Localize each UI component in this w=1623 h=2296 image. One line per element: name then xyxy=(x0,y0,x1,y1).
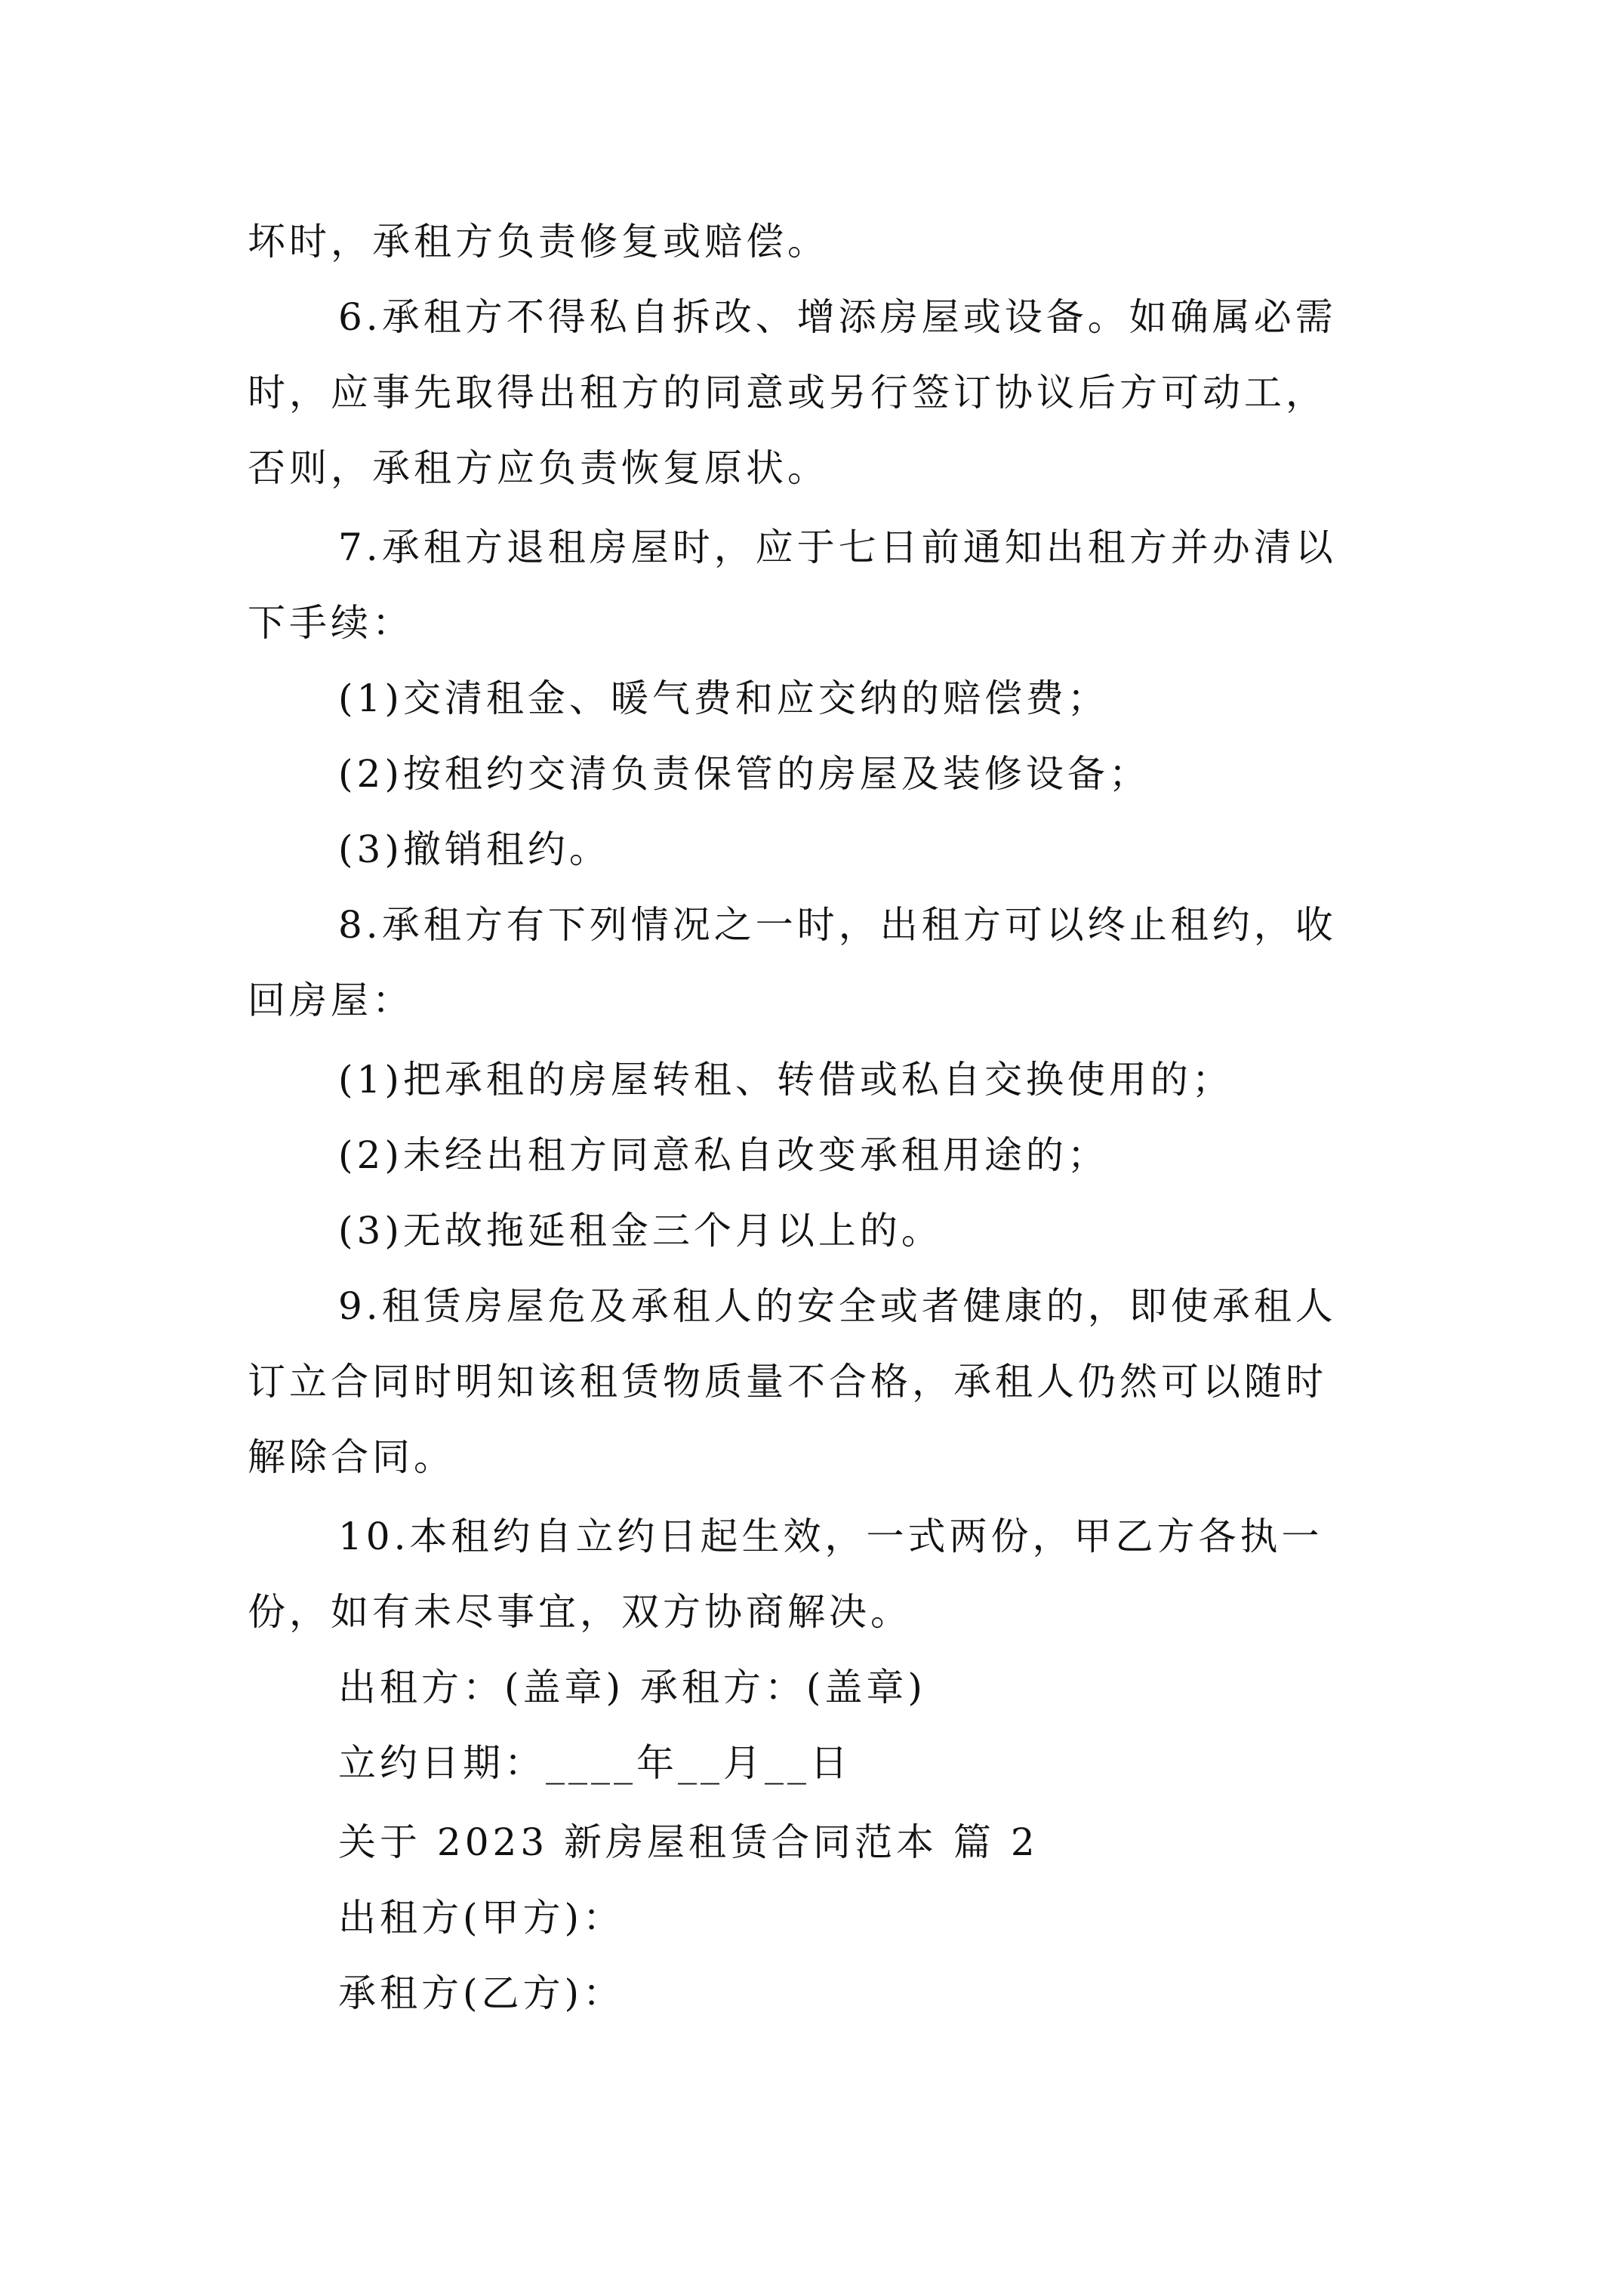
text-line: 8.承租方有下列情况之一时，出租方可以终止租约，收 xyxy=(338,903,1337,947)
text-line: 10.本租约自立约日起生效，一式两份，甲乙方各执一 xyxy=(338,1515,1323,1558)
text-line: 承租方(乙方)： xyxy=(338,1971,625,2015)
text-line: 下手续： xyxy=(248,601,414,645)
text-line: (1)把承租的房屋转租、转借或私自交换使用的； xyxy=(338,1058,1233,1102)
text-line: 时，应事先取得出租方的同意或另行签订协议后方可动工， xyxy=(248,371,1327,415)
text-line: (2)未经出租方同意私自改变承租用途的； xyxy=(338,1133,1109,1177)
text-line: 解除合同。 xyxy=(248,1435,455,1479)
text-line: (2)按租约交清负责保管的房屋及装修设备； xyxy=(338,752,1150,796)
section-heading: 关于 2023 新房屋租赁合同范本 篇 2 xyxy=(338,1820,1039,1864)
text-line: 9.租赁房屋危及承租人的安全或者健康的，即使承租人 xyxy=(338,1284,1337,1328)
text-line: 坏时，承租方负责修复或赔偿。 xyxy=(248,220,829,264)
text-line: 7.承租方退租房屋时，应于七日前通知出租方并办清以 xyxy=(338,525,1337,569)
text-line: 订立合同时明知该租赁物质量不合格，承租人仍然可以随时 xyxy=(248,1360,1327,1404)
text-line: 否则，承租方应负责恢复原状。 xyxy=(248,446,829,490)
text-line: 立约日期：____年__月__日 xyxy=(338,1741,852,1785)
text-line: 份，如有未尽事宜，双方协商解决。 xyxy=(248,1590,912,1634)
text-line: 出租方：(盖章) 承租方：(盖章) xyxy=(338,1666,926,1709)
text-line: (3)无故拖延租金三个月以上的。 xyxy=(338,1209,943,1253)
text-line: (1)交清租金、暖气费和应交纳的赔偿费； xyxy=(338,676,1109,720)
text-line: 6.承租方不得私自拆改、增添房屋或设备。如确属必需 xyxy=(338,295,1337,339)
text-line: 出租方(甲方)： xyxy=(338,1896,625,1940)
text-line: (3)撤销租约。 xyxy=(338,827,611,871)
text-line: 回房屋： xyxy=(248,978,414,1022)
